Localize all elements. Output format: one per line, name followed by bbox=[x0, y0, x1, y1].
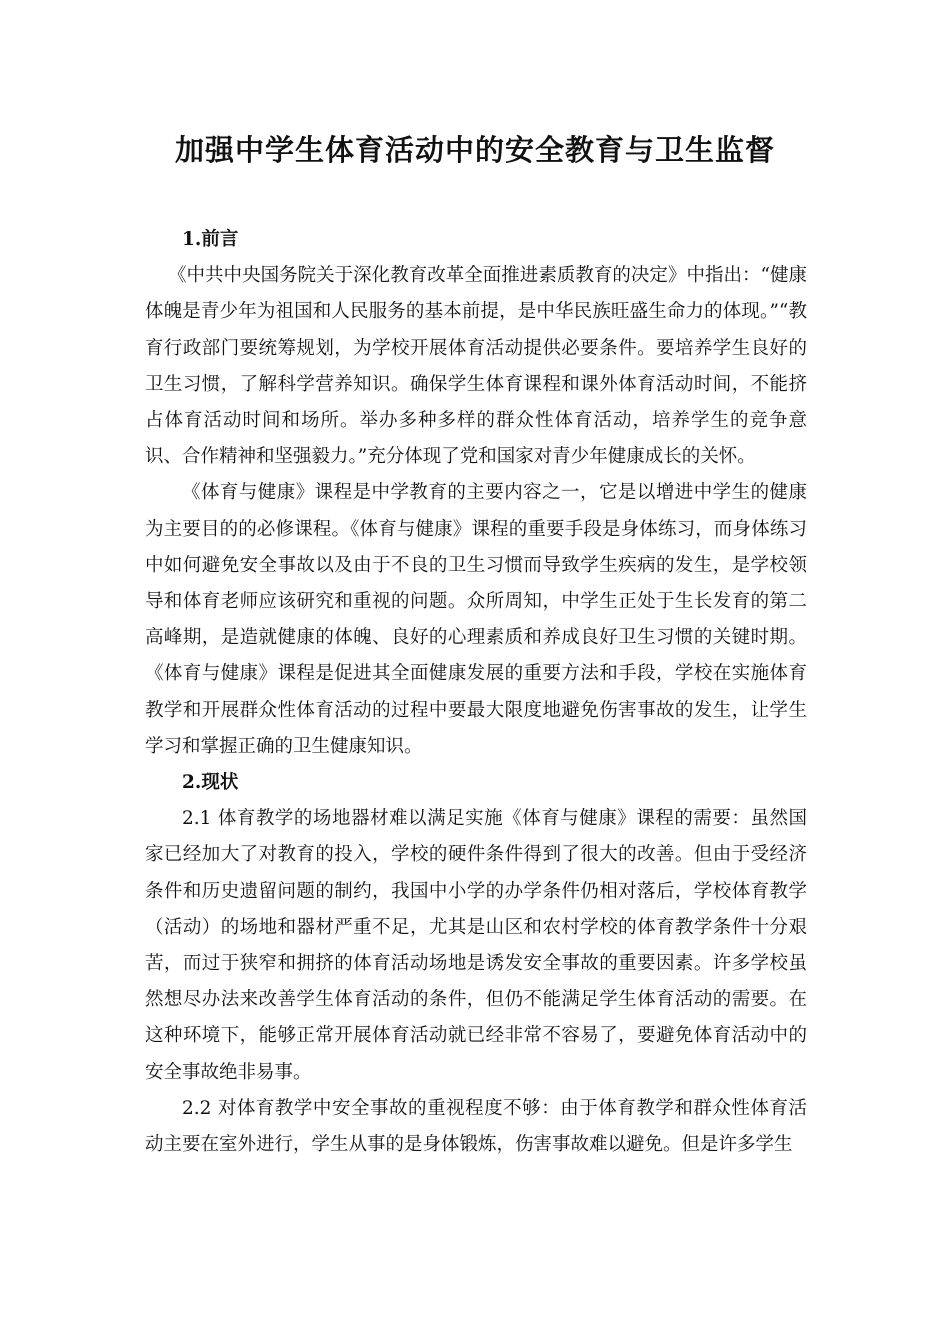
section-heading-intro: 1.前言 bbox=[182, 229, 239, 250]
section-heading-status: 2.现状 bbox=[182, 772, 239, 794]
paragraph: 《中共中央国务院关于深化教育改革全面推进素质教育的决定》中指出：“健康体魄是青少年为祖国和人民服务的基本前提，是中华民族旺盛生命力的体现。”“教育行政部门要统筹规划，为学校开展体育活动提供必要条件。要培养学生良好的卫生习惯，了解科学营养知识。确保学生体育课程和课外体育活动时间，不能挤占体育活动时间和场所。举办多种多样的群众性体育活动，培养学生的竞争意识、合作精神和坚强毅力。”充分体现了党和国家对青少年健康成长的关怀。 bbox=[145, 265, 807, 468]
document-body bbox=[145, 222, 807, 1163]
paragraph: 2.1 体育教学的场地器材难以满足实施《体育与健康》课程的需要：虽然国家已经加大了对教育的投入，学校的硬件条件得到了很大的改善。但由于受经济条件和历史遗留问题的制约，我国中小学的办学条件仍相对落后，学校体育教学（活动）的场地和器材严重不足，尤其是山区和农村学校的体育教学条件十分艰苦，而过于狭窄和拥挤的体育活动场地是诱发安全事故的重要因素。许多学校虽然想尽办法来改善学生体育活动的条件，但仍不能满足学生体育活动的需要。在这种环境下，能够正常开展体育活动就已经非常不容易了，要避免体育活动中的安全事故绝非易事。 bbox=[145, 808, 807, 1083]
paragraph: 《体育与健康》课程是中学教育的主要内容之一，它是以增进中学生的健康为主要目的的必修课程。《体育与健康》课程的重要手段是身体练习，而身体练习中如何避免安全事故以及由于不良的卫生习惯而导致学生疾病的发生，是学校领导和体育老师应该研究和重视的问题。众所周知，中学生正处于生长发育的第二高峰期，是造就健康的体魄、良好的心理素质和养成良好卫生习惯的关键时期。《体育与健康》课程是促进其全面健康发展的重要方法和手段，学校在实施体育教学和开展群众性体育活动的过程中要最大限度地避免伤害事故的发生，让学生学习和掌握正确的卫生健康知识。 bbox=[145, 482, 807, 757]
paragraph: 2.2 对体育教学中安全事故的重视程度不够：由于体育教学和群众性体育活动主要在室外进行，学生从事的是身体锻炼，伤害事故难以避免。但是许多学生 bbox=[145, 1097, 807, 1156]
document-title: 加强中学生体育活动中的安全教育与卫生监督 bbox=[174, 133, 775, 167]
